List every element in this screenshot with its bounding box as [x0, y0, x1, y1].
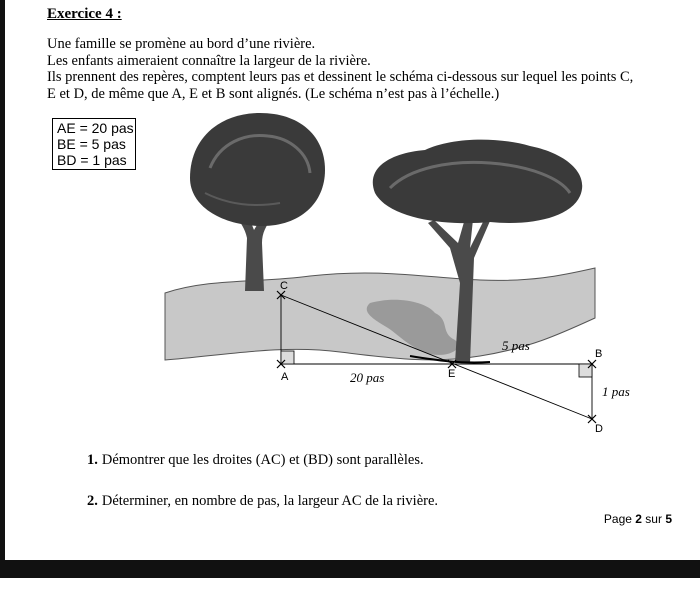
worksheet-page [5, 0, 700, 560]
intro-line: Une famille se promène au bord d’une rivière. [47, 36, 316, 52]
point-e-label: E [448, 368, 456, 380]
point-a-label: A [281, 371, 289, 383]
question-1 [87, 452, 424, 469]
length-bd-label: 1 pas [602, 384, 630, 399]
exercise-title: Exercice 4 : [47, 6, 122, 22]
question-text: Déterminer, en nombre de pas, la largeur AC de la rivière. [101, 493, 439, 509]
length-be-label: 5 pas [502, 338, 530, 353]
next-page-edge [0, 578, 700, 593]
page-total: 5 [665, 512, 672, 526]
legend-be: BE = 5 pas [57, 136, 126, 152]
measure-legend [52, 118, 136, 170]
page-prefix: Page [603, 512, 636, 526]
length-ae-label: 20 pas [350, 370, 385, 385]
point-b-label: B [595, 348, 603, 360]
page-number [604, 512, 672, 526]
question-number: 2. [87, 493, 98, 509]
intro-line: Les enfants aimeraient connaître la largeur de la rivière. [47, 52, 371, 69]
question-number: 1. [87, 452, 98, 468]
point-d-label: D [595, 423, 603, 433]
page-middle: sur [641, 512, 666, 526]
question-text: Démontrer que les droites (AC) et (BD) sont parallèles. [101, 452, 424, 468]
page-current: 2 [635, 512, 642, 526]
exercise-intro [47, 36, 687, 102]
intro-line: Ils prennent des repères, comptent leurs pas et dessinent le schéma ci-dessous sur lequel les points C, [47, 69, 634, 85]
river-diagram [150, 108, 640, 433]
question-2 [87, 493, 438, 510]
legend-ae: AE = 20 pas [57, 120, 134, 136]
intro-line: E et D, de même que A, E et B sont alignés. (Le schéma n’est pas à l’échelle.) [47, 85, 500, 102]
point-c-label: C [280, 280, 288, 292]
legend-bd: BD = 1 pas [57, 152, 127, 168]
